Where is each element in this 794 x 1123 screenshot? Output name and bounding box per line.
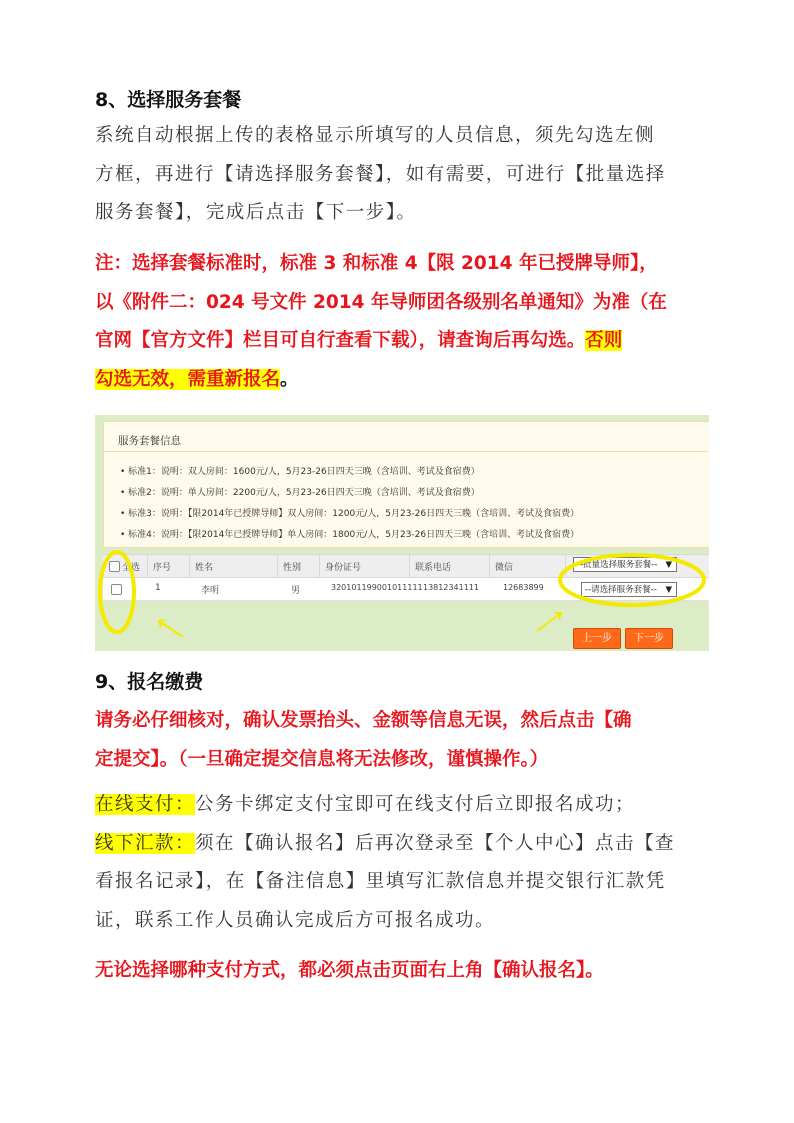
row-name: 李明 [201,586,220,596]
row-seq: 1 [155,583,161,593]
row-select-value: --请选择服务套餐-- [585,585,657,595]
paragraph-line: 方框，再进行【请选择服务套餐】，如有需要，可进行【批量选择 [95,163,666,185]
section-8-heading: 8、选择服务套餐 [95,89,242,111]
row-gender: 男 [291,586,301,596]
note-line [95,322,715,361]
section-9-warning [95,702,715,779]
warning-line: 定提交】。（一旦确定提交信息将无法修改，谨慎操作。） [95,748,549,770]
paragraph-line: 系统自动根据上传的表格显示所填写的人员信息，须先勾选左侧 [95,125,656,146]
note-line-text: 官网【官方文件】栏目可自行查看下载），请查询后再勾选。 [95,330,586,351]
header-id: 身份证号 [325,563,362,573]
online-payment-label: 在线支付： [95,794,196,815]
row-id: 320101199001011111 [331,583,423,592]
row-wechat: 12683899 [503,583,544,592]
arrow-right [537,613,561,631]
prev-step-button[interactable]: 上一步 [573,628,621,649]
highlight-otherwise: 否则 [585,330,623,351]
row-phone: 13812341111 [423,583,479,592]
next-step-button[interactable]: 下一步 [625,628,673,649]
panel-title: 服务套餐信息 [118,435,181,447]
payment-methods [95,786,705,940]
header-wechat: 微信 [495,563,514,573]
note-end: 。 [280,368,299,390]
select-highlight-circle [560,555,704,605]
offline-payment-line [95,825,705,864]
header-seq: 序号 [153,563,172,573]
header-name: 姓名 [195,563,214,573]
final-note [95,952,715,991]
section-9-heading: 9、报名缴费 [95,671,204,693]
paragraph-line: 看报名记录】，在【备注信息】里填写汇款信息并提交银行汇款凭 [95,871,666,892]
paragraph-line: 证，联系工作人员确认完成后方可报名成功。 [95,909,496,931]
chevron-down-icon: ▼ [665,585,672,595]
chevron-down-icon: ▼ [665,560,672,570]
paragraph-line: 服务套餐】，完成后点击【下一步】。 [95,202,417,223]
header-gender: 性别 [283,563,302,573]
service-package-screenshot [95,415,709,651]
standard-item: • 标准3：说明：【限2014年已授牌导师】双人房间：1200元/人，5月23-26日四天三晚（含培训、考试及食宿费） [120,509,580,519]
standard-item: • 标准4：说明：【限2014年已授牌导师】单人房间：1800元/人，5月23-26日四天三晚（含培训、考试及食宿费） [120,530,580,540]
section-8-note [95,245,715,399]
offline-payment-label: 线下汇款： [95,832,196,854]
batch-select-value: --批量选择服务套餐-- [577,560,658,570]
online-payment-line [95,786,705,825]
note-line: 注：选择套餐标准时，标准 3 和标准 4【限 2014 年已授牌导师】， [95,253,658,274]
final-note-line: 无论选择哪种支付方式，都必须点击页面右上角【确认报名】。 [95,960,604,981]
note-line: 以《附件二：024 号文件 2014 年导师团各级别名单通知》为准（在 [95,291,667,313]
standard-item: • 标准1：说明：双人房间：1600元/人，5月23-26日四天三晚（含培训、考试及食宿费） [120,467,480,477]
online-payment-text: 公务卡绑定支付宝即可在线支付后立即报名成功； [195,794,636,815]
checkbox-highlight-circle [100,552,134,632]
standard-item: • 标准2：说明：单人房间：2200元/人，5月23-26日四天三晚（含培训、考试及食宿费） [120,488,480,498]
arrow-left [159,621,183,637]
highlight-invalid: 勾选无效，需重新报名 [95,368,281,390]
warning-line: 请务必仔细核对，确认发票抬头、金额等信息无误，然后点击【确 [95,710,632,731]
offline-payment-text: 须在【确认报名】后再次登录至【个人中心】点击【查 [195,832,676,854]
header-select-all: 全选 [122,563,141,573]
annotation-overlay [95,415,709,651]
section-8-paragraph [95,117,705,233]
note-line [95,361,715,400]
header-phone: 联系电话 [415,563,452,573]
